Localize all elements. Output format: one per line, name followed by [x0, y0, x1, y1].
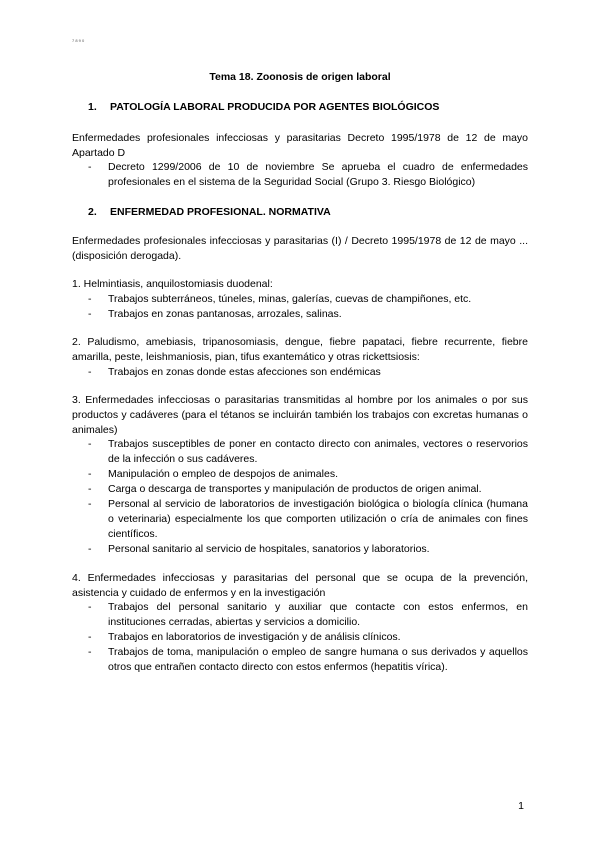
list-item-text: Trabajos del personal sanitario y auxiliar que contacte con estos enfermos, en instituciones cerradas, abiertas y servicios a domicilio. — [108, 601, 528, 628]
list-item — [88, 437, 528, 467]
list-item — [88, 160, 528, 190]
list-item-text: Carga o descarga de transportes y manipulación de productos de origen animal. — [108, 483, 482, 495]
group-4-title: 4. Enfermedades infecciosas y parasitarias del personal que se ocupa de la prevención, asistencia y cuidado de enfermos y en la investigación — [72, 572, 528, 599]
section-number: 1. — [88, 101, 97, 113]
group-2-list — [88, 365, 528, 380]
group-2-title: 2. Paludismo, amebiasis, tripanosomiasis, dengue, fiebre papataci, fiebre recurrente, fiebre amarilla, peste, leishmaniosis, pian, tifus exantemático y otras rickettsiosis: — [72, 336, 528, 363]
list-item — [88, 482, 528, 497]
section-1-intro: Enfermedades profesionales infecciosas y parasitarias Decreto 1995/1978 de 12 de mayo Apartado D — [72, 132, 528, 159]
header-code: 7 8 9 0 — [72, 38, 85, 43]
page-number: 1 — [518, 800, 524, 812]
bullet-dash: - — [88, 293, 92, 305]
group-1-title: 1. Helmintiasis, anquilostomiasis duodenal: — [72, 278, 273, 290]
list-item-text: Personal sanitario al servicio de hospitales, sanatorios y laboratorios. — [108, 543, 430, 555]
list-item-text: Manipulación o empleo de despojos de animales. — [108, 468, 338, 480]
list-item-text: Decreto 1299/2006 de 10 de noviembre Se aprueba el cuadro de enfermedades profesionales en el sistema de la Seguridad Social (Grupo 3. Riesgo Biológico) — [108, 161, 528, 188]
list-item-text: Trabajos en zonas pantanosas, arrozales, salinas. — [108, 308, 342, 320]
list-item-text: Trabajos en zonas donde estas afecciones son endémicas — [108, 366, 381, 378]
list-item-text: Trabajos subterráneos, túneles, minas, galerías, cuevas de champiñones, etc. — [108, 293, 472, 305]
group-3-title: 3. Enfermedades infecciosas o parasitarias transmitidas al hombre por los animales o por sus productos y cadáveres (para el tétanos se incluirán también los trabajos con excretas humanas o animales) — [72, 394, 528, 436]
document-title: Tema 18. Zoonosis de origen laboral — [209, 71, 391, 83]
list-item — [88, 365, 528, 380]
list-item — [88, 497, 528, 542]
bullet-dash: - — [88, 468, 92, 480]
group-1-list — [88, 292, 528, 322]
bullet-dash: - — [88, 601, 92, 613]
list-item — [88, 630, 528, 645]
bullet-dash: - — [88, 646, 92, 658]
bullet-dash: - — [88, 543, 92, 555]
list-item — [88, 292, 528, 307]
list-item-text: Personal al servicio de laboratorios de investigación biológica o biología clínica (humana o veterinaria) especialmente los que comporten utilización o cría de animales con fines científicos. — [108, 498, 528, 540]
list-item — [88, 467, 528, 482]
section-1-list — [88, 160, 528, 190]
section-title: PATOLOGÍA LABORAL PRODUCIDA POR AGENTES BIOLÓGICOS — [110, 101, 440, 113]
section-number: 2. — [88, 206, 97, 218]
bullet-dash: - — [88, 483, 92, 495]
group-4-list — [88, 600, 528, 675]
bullet-dash: - — [88, 438, 92, 450]
list-item — [88, 645, 528, 675]
section-title: ENFERMEDAD PROFESIONAL. NORMATIVA — [110, 206, 331, 218]
group-3-list — [88, 437, 528, 557]
section-2-intro: Enfermedades profesionales infecciosas y parasitarias (I) / Decreto 1995/1978 de 12 de mayo ... (disposición derogada). — [72, 235, 528, 262]
bullet-dash: - — [88, 498, 92, 510]
list-item-text: Trabajos susceptibles de poner en contacto directo con animales, vectores o reservorios de la infección o sus cadáveres. — [108, 438, 528, 465]
bullet-dash: - — [88, 366, 92, 378]
list-item — [88, 542, 528, 557]
list-item — [88, 600, 528, 630]
list-item — [88, 307, 528, 322]
bullet-dash: - — [88, 308, 92, 320]
list-item-text: Trabajos en laboratorios de investigación y de análisis clínicos. — [108, 631, 401, 643]
bullet-dash: - — [88, 631, 92, 643]
bullet-dash: - — [88, 161, 92, 173]
list-item-text: Trabajos de toma, manipulación o empleo de sangre humana o sus derivados y aquellos otros que entrañen contacto directo con estos enfermos (hepatitis vírica). — [108, 646, 528, 673]
